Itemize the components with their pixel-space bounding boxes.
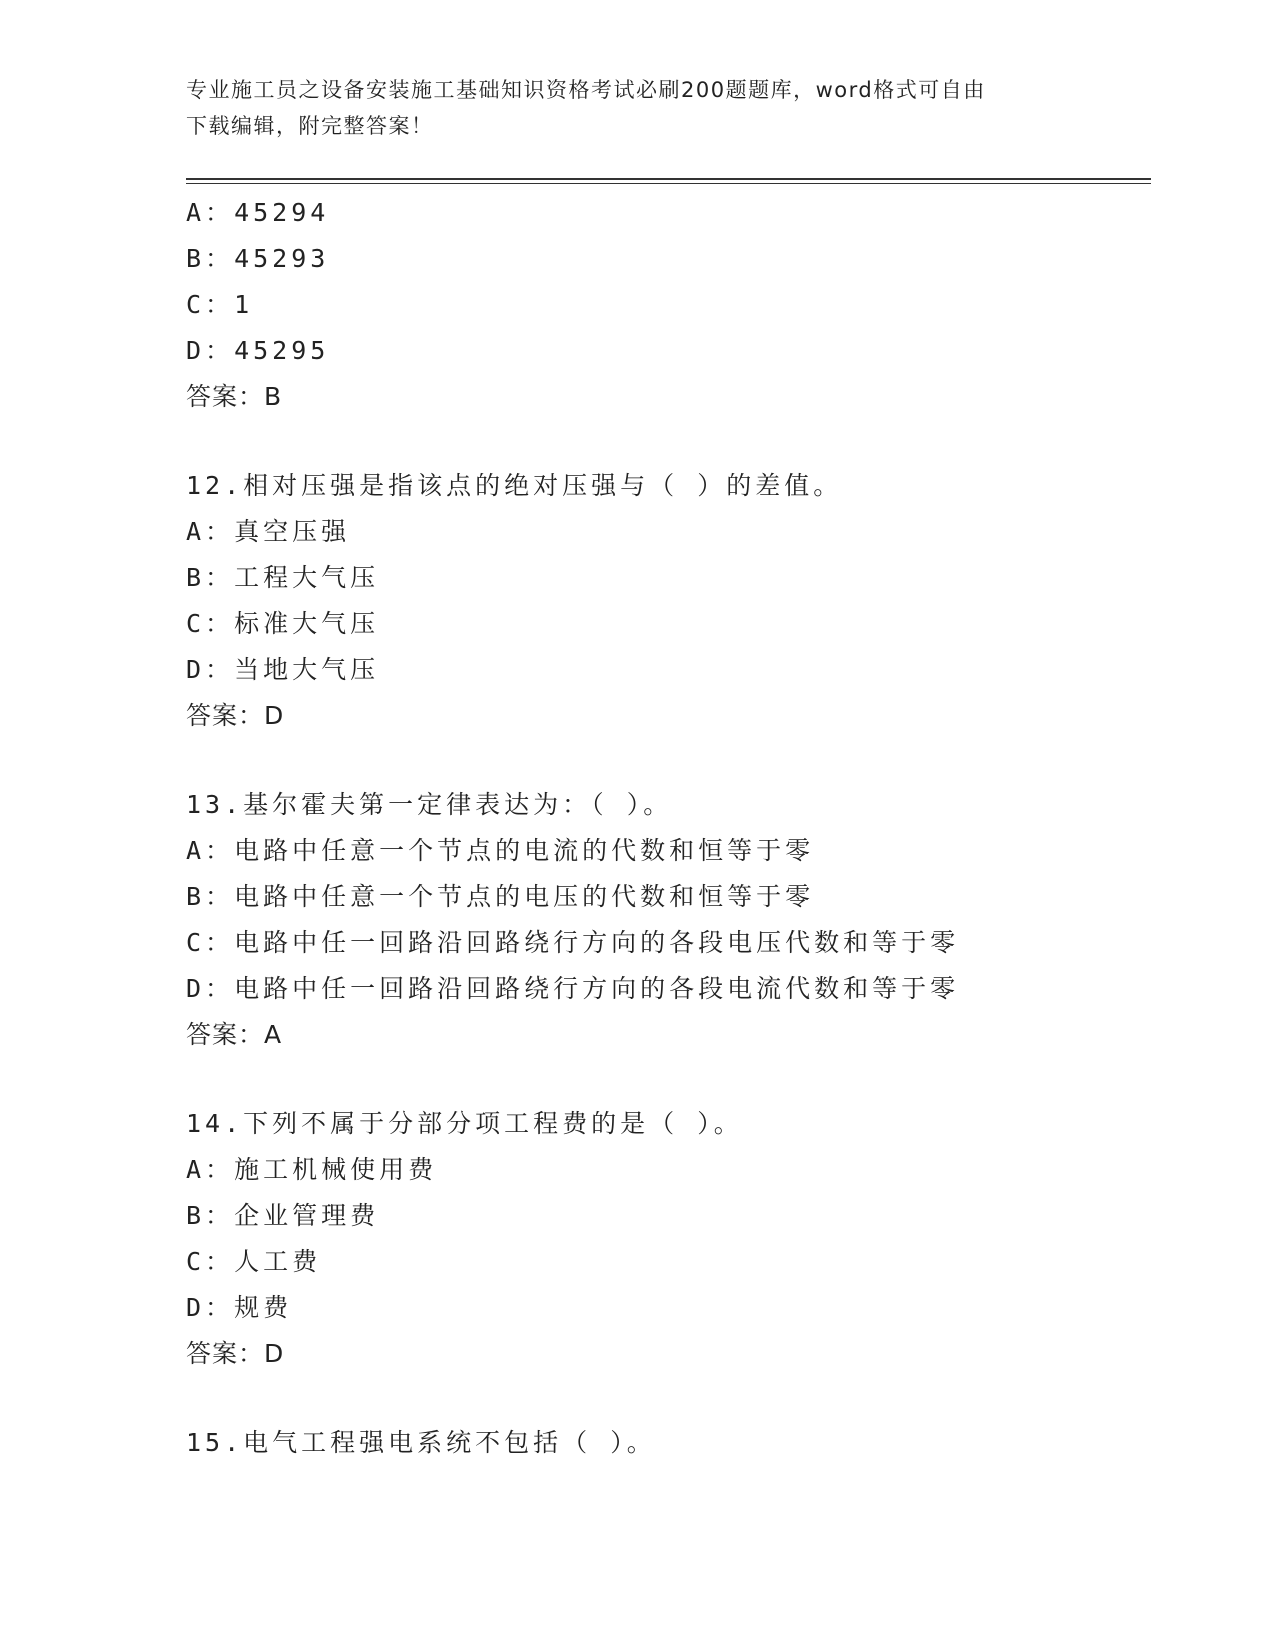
- option-c: [186, 920, 1146, 966]
- option-text: 电路中任一回路沿回路绕行方向的各段电流代数和等于零: [234, 974, 960, 1003]
- option-label: D：: [186, 655, 235, 684]
- question-stem: 14.下列不属于分部分项工程费的是（ ）。: [186, 1109, 743, 1138]
- question-stem: 15.电气工程强电系统不包括（ ）。: [186, 1428, 656, 1457]
- option-label: A：: [186, 517, 235, 546]
- question-spacer: [186, 420, 1146, 463]
- option-d: [186, 966, 1146, 1012]
- option-text: 1: [234, 290, 254, 319]
- option-c: [186, 1239, 1146, 1285]
- option-text: 企业管理费: [234, 1201, 380, 1230]
- question-list: [186, 190, 1146, 1466]
- option-text: 45295: [234, 336, 330, 365]
- option-text: 当地大气压: [234, 655, 380, 684]
- option-b: [186, 874, 1146, 920]
- option-text: 45294: [234, 198, 330, 227]
- option-b: [186, 1193, 1146, 1239]
- option-text: 规费: [234, 1293, 293, 1322]
- option-label: D：: [186, 1293, 235, 1322]
- question-stem: 13.基尔霍夫第一定律表达为：（ ）。: [186, 790, 673, 819]
- question-spacer: [186, 1058, 1146, 1101]
- question-block-12: [186, 463, 1146, 739]
- option-c: [186, 601, 1146, 647]
- header-divider-top: [186, 178, 1151, 180]
- option-a: [186, 190, 1146, 236]
- question-block-14: [186, 1101, 1146, 1377]
- answer: 答案：A: [186, 1020, 283, 1049]
- question-block-15: [186, 1420, 1146, 1466]
- option-c: [186, 282, 1146, 328]
- option-a: [186, 828, 1146, 874]
- option-label: D：: [186, 336, 235, 365]
- option-label: B：: [186, 563, 235, 592]
- option-text: 人工费: [234, 1247, 322, 1276]
- option-label: A：: [186, 1155, 235, 1184]
- option-label: B：: [186, 1201, 235, 1230]
- option-b: [186, 555, 1146, 601]
- option-label: D：: [186, 974, 235, 1003]
- question-spacer: [186, 739, 1146, 782]
- question-spacer: [186, 1377, 1146, 1420]
- option-label: A：: [186, 836, 235, 865]
- option-label: C：: [186, 290, 235, 319]
- option-d: [186, 328, 1146, 374]
- option-text: 电路中任意一个节点的电压的代数和恒等于零: [234, 882, 815, 911]
- option-d: [186, 1285, 1146, 1331]
- option-b: [186, 236, 1146, 282]
- answer: 答案：D: [186, 701, 285, 730]
- option-d: [186, 647, 1146, 693]
- option-label: C：: [186, 928, 235, 957]
- option-text: 工程大气压: [234, 563, 380, 592]
- option-label: B：: [186, 882, 235, 911]
- option-text: 施工机械使用费: [234, 1155, 438, 1184]
- answer: 答案：D: [186, 1339, 285, 1368]
- option-a: [186, 1147, 1146, 1193]
- option-a: [186, 509, 1146, 555]
- header-divider-bottom: [186, 183, 1151, 184]
- question-stem: 12.相对压强是指该点的绝对压强与（ ）的差值。: [186, 471, 843, 500]
- header-line-2: 下载编辑，附完整答案！: [186, 114, 434, 138]
- document-header: [186, 72, 1066, 144]
- option-label: B：: [186, 244, 235, 273]
- question-block-prev: [186, 190, 1146, 420]
- answer: 答案：B: [186, 382, 283, 411]
- option-text: 45293: [234, 244, 330, 273]
- option-label: A：: [186, 198, 235, 227]
- option-text: 标准大气压: [234, 609, 380, 638]
- option-text: 真空压强: [234, 517, 351, 546]
- option-label: C：: [186, 609, 235, 638]
- question-block-13: [186, 782, 1146, 1058]
- option-text: 电路中任一回路沿回路绕行方向的各段电压代数和等于零: [234, 928, 960, 957]
- header-line-1: 专业施工员之设备安装施工基础知识资格考试必刷200题题库，word格式可自由: [186, 78, 986, 102]
- option-label: C：: [186, 1247, 235, 1276]
- option-text: 电路中任意一个节点的电流的代数和恒等于零: [234, 836, 815, 865]
